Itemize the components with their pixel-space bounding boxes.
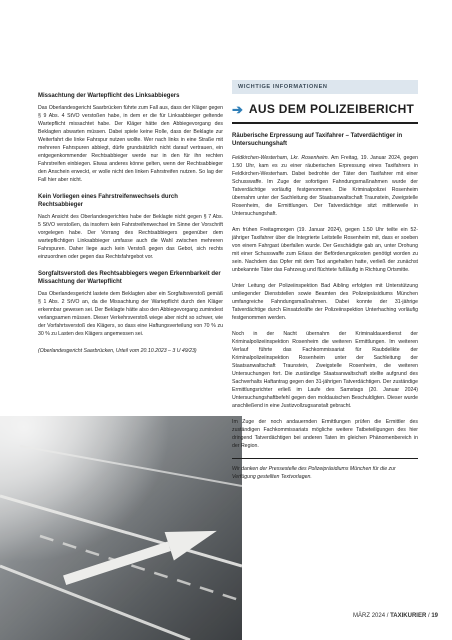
section-heading-1: Missachtung der Wartepflicht des Linksabbiegers: [38, 93, 180, 99]
lead-text: Am Freitag, 19. Januar 2024, gegen 1.50 Uhr, kam es zu einer räuberischen Erpressung eines Taxifahrers in Feldkirchen-Westerham. Dabei bedrohte der Täter den Taxifahrer mit einer Schusswaffe. Im Zuge der sofortigen Fahndungsmaßnahmen wurde der Tatverdächtige vorläufig festgenommen. Die Kriminalpolizei Rosenheim übernahm unter der Sachleitung der Staatsanwaltschaft Traunstein, Zweigstelle Rosenheim, die Ermittlungen. Der Tatverdächtige sitzt mittlerweile in Untersuchungshaft.: [232, 155, 418, 217]
section-paragraph-3: Das Oberlandesgericht lastete dem Beklagten aber ein Sorgfaltsverstoß gemäß § 1 Abs. 2 StVO an, da die Missachtung der Wartepflicht durch den Kläger erkennbar gewesen sei. Der Beklagte hätte also den Abbiegevorgang zumindest verlangsamen müssen. Dieser Verkehrsverstoß wiege aber nicht so schwer, wie der Vorfahrtsverstoß des Klägers, so dass eine Haftungsverteilung von 70 % zu 30 % zu Lasten des Klägers angemessen sei.: [38, 291, 223, 337]
section-heading-3: Sorgfaltsverstoß des Rechtsabbiegers wegen Erkennbarkeit der Missachtung der Wartepflicht: [38, 271, 221, 285]
magazine-name: TAXIKURIER: [390, 613, 427, 619]
section-paragraph-2: Nach Ansicht des Oberlandesgerichtes habe der Beklagte nicht gegen § 7 Abs. 5 StVO verstoßen, da insofern kein Fahrstreifenwechsel im Sinne der Vorschrift vorgelegen habe. Der Vorrang des Rechtsabbiegers gegenüber dem wartepflichtigen Linksabbieger umfasse auch die Wahl zwischen mehreren Fahrspuren. Daher liege auch kein Verstoß gegen das Gebot, sich rechts einzuordnen oder gegen das Rechtsfahrgebot vor.: [38, 214, 223, 260]
road-illustration: [0, 416, 242, 640]
section-kicker: AUS DEM POLIZEIBERICHT: [248, 102, 415, 116]
left-column: [38, 92, 223, 355]
footer-separator-2: /: [426, 613, 432, 619]
road-photo: [0, 416, 242, 640]
kicker-row: [232, 96, 418, 124]
section-heading-2: Kein Vorliegen eines Fahrstreifenwechsels durch Rechtsabbieger: [38, 194, 178, 208]
info-banner: WICHTIGE INFORMATIONEN: [232, 80, 418, 94]
article-paragraph-4: Noch in der Nacht übernahm der Kriminaldauerdienst der Kriminalpolizeiinspektion Rosenheim die weiteren Ermittlungen. Im weiteren Verlauf führte das Fachkommissariat für Raubdelikte der Kriminalpolizeiinspektion Rosenheim unter der Sachleitung der Staatsanwaltschaft Traunstein, Zweigstelle Rosenheim, die weiteren Untersuchungen fort. Die zuständige Staatsanwaltschaft stellte aufgrund des Sachverhalts Haftantrag gegen den 31-jährigen Tatverdächtigen. Der zuständige Ermittlungsrichter erließ im Laufe des Samstags (20. Januar 2024) Untersuchungshaftbefehl gegen den moldauischen Beschuldigten. Dieser wurde anschließend in eine Justizvollzugsanstalt gebracht.: [232, 331, 418, 409]
article-headline: Räuberische Erpressung auf Taxifahrer – Tatverdächtiger in Untersuchungshaft: [232, 133, 403, 147]
arrow-right-icon: ➔: [232, 101, 243, 117]
court-citation: (Oberlandesgericht Saarbrücken, Urteil vom 20.10.2023 – 3 U 49/23): [38, 348, 197, 354]
article-lead: [232, 154, 418, 218]
article-paragraph-5: Im Zuge der noch andauernden Ermittlungen prüfen die Ermittler des zuständigen Fachkommissariats mögliche weitere Tatbeteiligungen des hier dringend Tatverdächtigen bei anderen Taten im gleichen Phänomenbereich in der Region.: [232, 419, 418, 449]
article-dateline: Feldkirchen-Westerham, Lkr. Rosenheim.: [232, 155, 330, 161]
article-paragraph-3: Unter Leitung der Polizeiinspektion Bad Aibling erfolgten mit Unterstützung umliegender Dienststellen sowie Beamten des Polizeipräsidiums München umfangreiche Fahndungsmaßnahmen. Dabei konnte der 31-jährige Tatverdächtige durch Einsatzkräfte der Polizeiinspektion Unterhaching vorläufig festgenommen werden.: [232, 283, 418, 321]
source-note: Wir danken der Pressestelle des Polizeipräsidiums München für die zur Verfügung gestellten Textvorlagen.: [232, 458, 418, 481]
right-column: [232, 80, 418, 481]
page-footer: [353, 613, 438, 619]
page-number: 19: [431, 613, 438, 619]
article-paragraph-2: Am frühen Freitagmorgen (19. Januar 2024), gegen 1.50 Uhr teilte ein 52-jähriger Taxifahrer über die Integrierte Leitstelle Rosenheim mit, dass er soeben von einem Fahrgast überfallen wurde. Der Geschädigte gab an, unter Drohung mit einer Schusswaffe zum Erlass der Beförderungskosten genötigt worden zu sein. Nachdem das Opfer mit dem Taxi angehalten hatte, verließ der zunächst unbekannte Täter das Fahrzeug und flüchtete fußläufig in Richtung Ortsmitte.: [232, 227, 418, 273]
issue-date: MÄRZ 2024: [353, 613, 386, 619]
footer-separator: /: [385, 613, 391, 619]
section-paragraph-1: Das Oberlandesgericht Saarbrücken führte zum Fall aus, dass der Kläger gegen § 9 Abs. 4 StVO verstoßen habe, in dem er die für Linksabbieger geltende Wartepflicht missachtet habe. Der Kläger hätte den Abbiegevorgang des Beklagten abwarten müssen. Dabei spiele keine Rolle, dass der Beklagte zur Weiterfahrt die linke Fahrspur nutzen wollte. Wer nach links in eine Straße mit mehreren Fahrspuren abbiegt, dürfe grundsätzlich nicht darauf vertrauen, ein entgegenkommender Rechtsabbieger werde nur in den für ihn rechten Fahrstreifen einbiegen. Etwas anderes könne gelten, wenn der Rechtsabbieger den Anschein erweckt, er wolle nicht den linken Fahrstreifen nutzen. So lag der Fall hier aber nicht.: [38, 105, 223, 183]
